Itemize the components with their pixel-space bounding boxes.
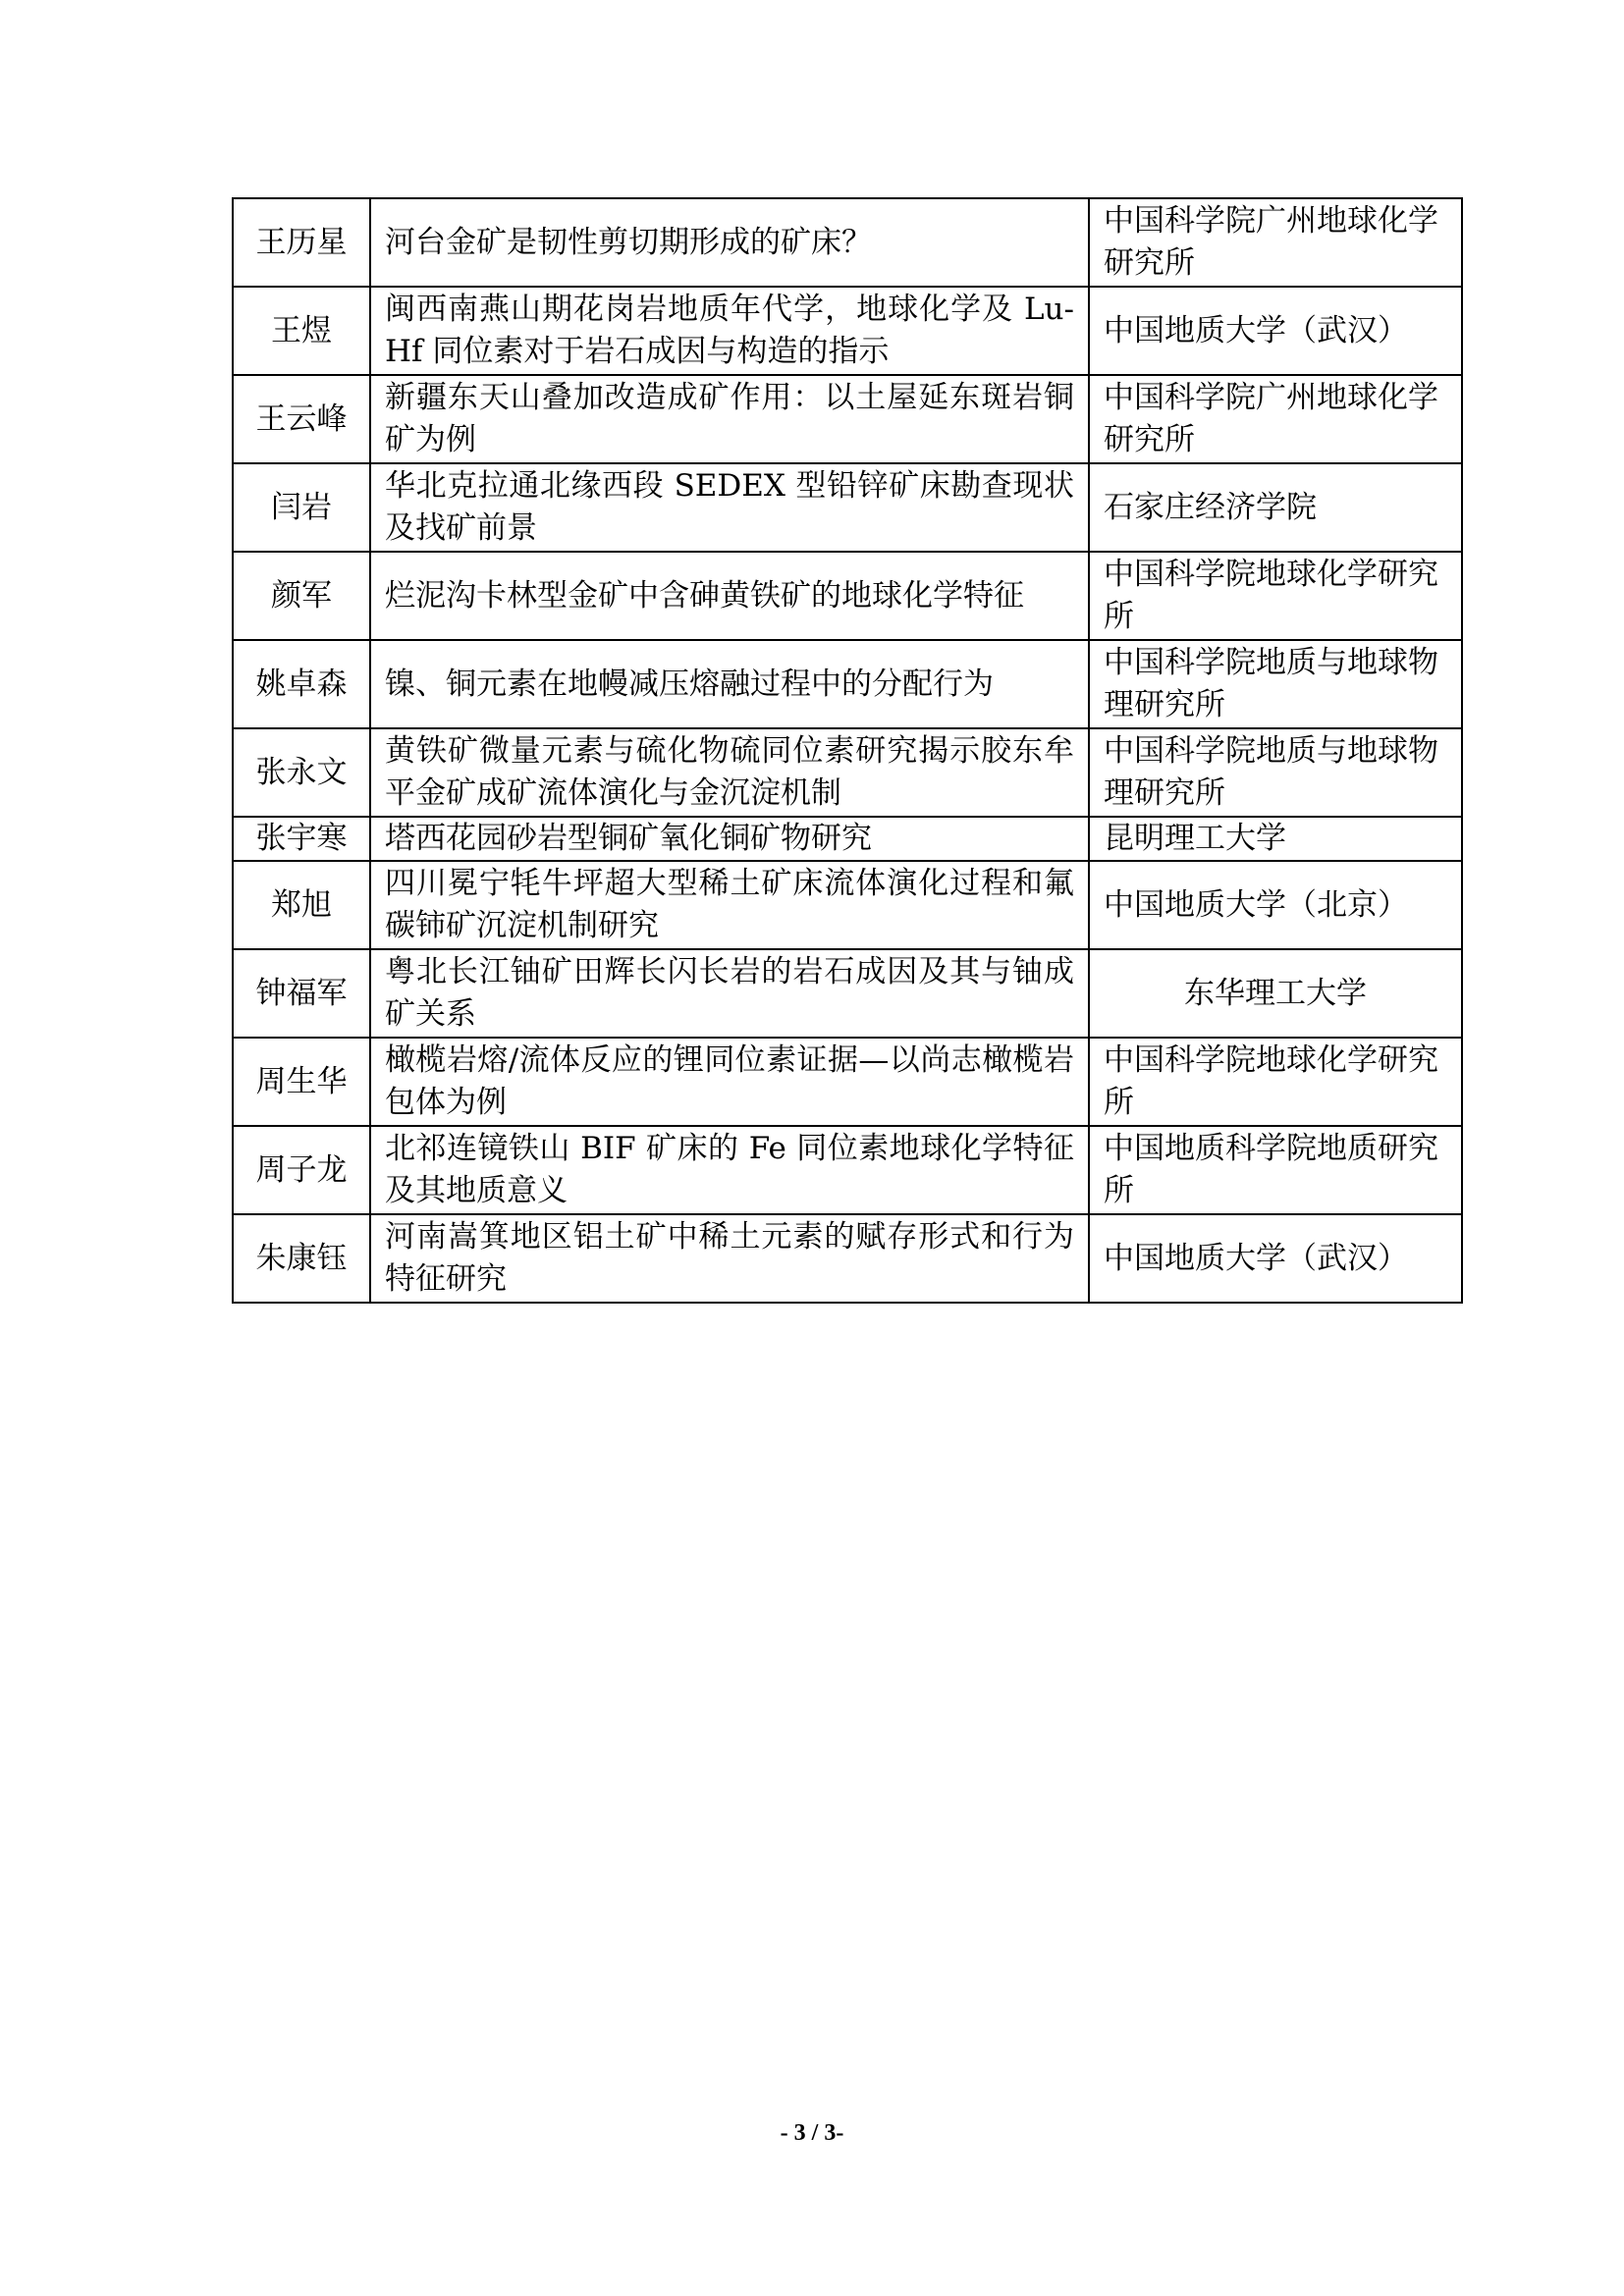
table-row (233, 817, 1462, 861)
org-cell: 中国地质大学（武汉） (1089, 287, 1462, 375)
table-row (233, 463, 1462, 552)
table-row (233, 861, 1462, 949)
topic-cell: 闽西南燕山期花岗岩地质年代学，地球化学及 Lu-Hf 同位素对于岩石成因与构造的指示 (370, 287, 1089, 375)
name-cell: 周子龙 (233, 1126, 370, 1214)
org-cell: 中国地质大学（武汉） (1089, 1214, 1462, 1303)
org-cell: 中国科学院地质与地球物理研究所 (1089, 640, 1462, 728)
org-cell: 中国科学院地质与地球物理研究所 (1089, 728, 1462, 817)
topic-cell: 四川冕宁牦牛坪超大型稀土矿床流体演化过程和氟碳铈矿沉淀机制研究 (370, 861, 1089, 949)
table-row (233, 198, 1462, 287)
table-row (233, 287, 1462, 375)
topic-cell: 镍、铜元素在地幔减压熔融过程中的分配行为 (370, 640, 1089, 728)
topic-cell: 烂泥沟卡林型金矿中含砷黄铁矿的地球化学特征 (370, 552, 1089, 640)
table-row (233, 1126, 1462, 1214)
name-cell: 姚卓森 (233, 640, 370, 728)
name-cell: 张永文 (233, 728, 370, 817)
org-cell: 中国地质科学院地质研究所 (1089, 1126, 1462, 1214)
topic-cell: 橄榄岩熔/流体反应的锂同位素证据—以尚志橄榄岩包体为例 (370, 1038, 1089, 1126)
name-cell: 张宇寒 (233, 817, 370, 861)
name-cell: 王煜 (233, 287, 370, 375)
page-number: - 3 / 3- (780, 2120, 844, 2146)
topic-cell: 粤北长江铀矿田辉长闪长岩的岩石成因及其与铀成矿关系 (370, 949, 1089, 1038)
table-row (233, 1038, 1462, 1126)
name-cell: 朱康钰 (233, 1214, 370, 1303)
table-row (233, 949, 1462, 1038)
name-cell: 郑旭 (233, 861, 370, 949)
name-cell: 王历星 (233, 198, 370, 287)
org-cell: 中国科学院地球化学研究所 (1089, 1038, 1462, 1126)
table-row (233, 728, 1462, 817)
name-cell: 闫岩 (233, 463, 370, 552)
org-cell: 昆明理工大学 (1089, 817, 1462, 861)
participants-table (232, 197, 1463, 1304)
topic-cell: 河南嵩箕地区铝土矿中稀土元素的赋存形式和行为特征研究 (370, 1214, 1089, 1303)
name-cell: 钟福军 (233, 949, 370, 1038)
table-row (233, 640, 1462, 728)
topic-cell: 黄铁矿微量元素与硫化物硫同位素研究揭示胶东牟平金矿成矿流体演化与金沉淀机制 (370, 728, 1089, 817)
org-cell: 中国科学院地球化学研究所 (1089, 552, 1462, 640)
name-cell: 颜军 (233, 552, 370, 640)
org-cell: 中国科学院广州地球化学研究所 (1089, 198, 1462, 287)
topic-cell: 新疆东天山叠加改造成矿作用：以土屋延东斑岩铜矿为例 (370, 375, 1089, 463)
org-cell: 中国科学院广州地球化学研究所 (1089, 375, 1462, 463)
org-cell: 中国地质大学（北京） (1089, 861, 1462, 949)
topic-cell: 华北克拉通北缘西段 SEDEX 型铅锌矿床勘查现状及找矿前景 (370, 463, 1089, 552)
name-cell: 周生华 (233, 1038, 370, 1126)
topic-cell: 塔西花园砂岩型铜矿氧化铜矿物研究 (370, 817, 1089, 861)
name-cell: 王云峰 (233, 375, 370, 463)
org-cell: 东华理工大学 (1089, 949, 1462, 1038)
table-row (233, 552, 1462, 640)
topic-cell: 河台金矿是韧性剪切期形成的矿床？ (370, 198, 1089, 287)
table-row (233, 375, 1462, 463)
table-row (233, 1214, 1462, 1303)
topic-cell: 北祁连镜铁山 BIF 矿床的 Fe 同位素地球化学特征及其地质意义 (370, 1126, 1089, 1214)
org-cell: 石家庄经济学院 (1089, 463, 1462, 552)
